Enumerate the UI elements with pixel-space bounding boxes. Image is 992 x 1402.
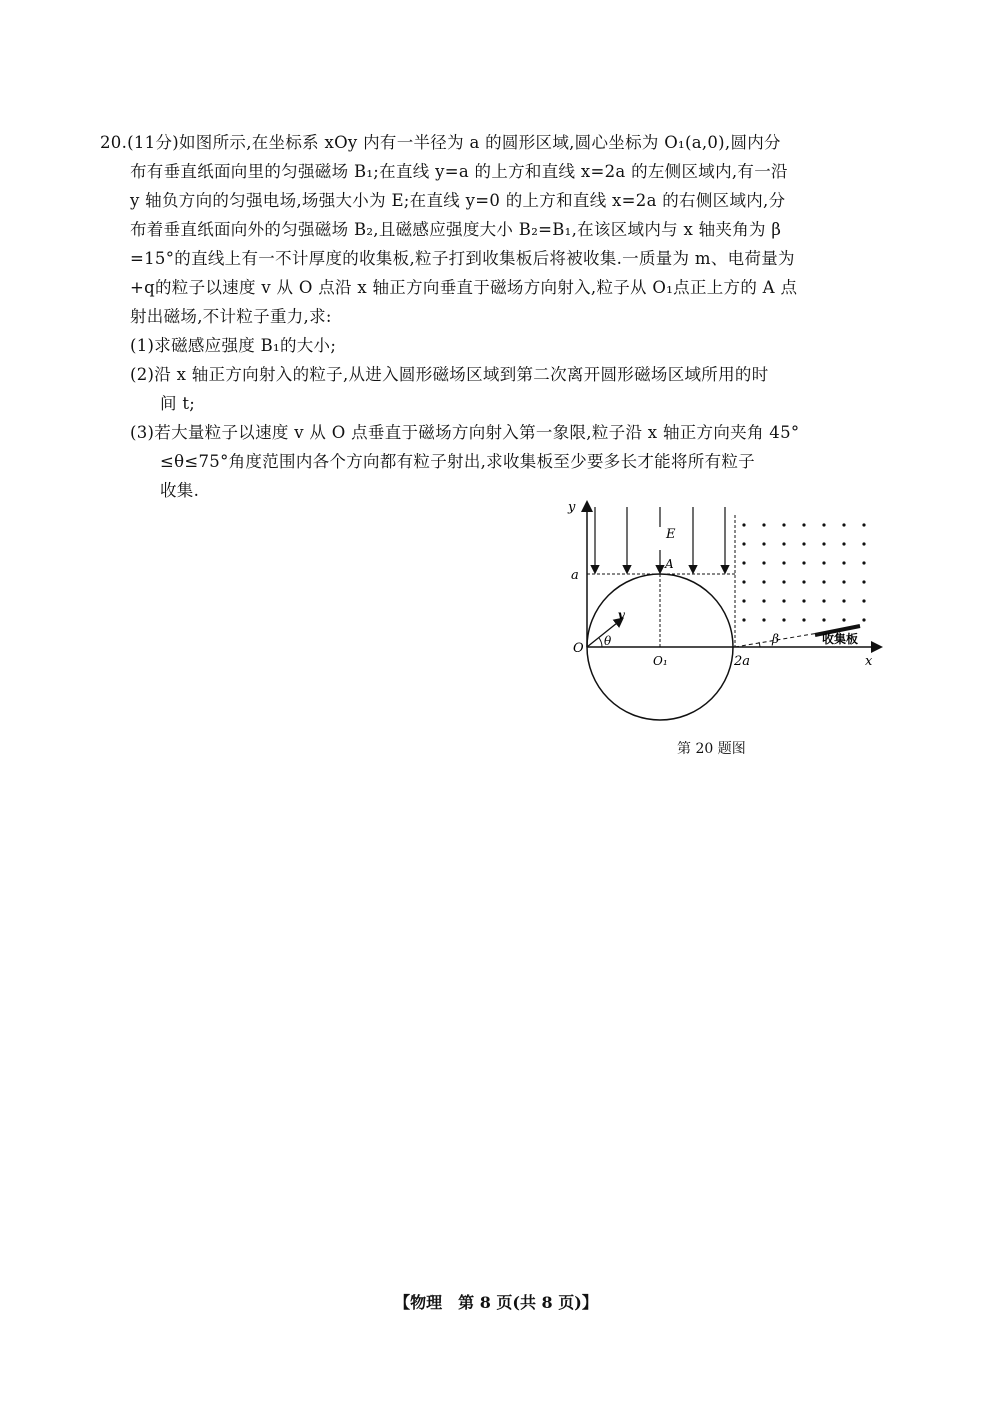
field-dot bbox=[762, 523, 765, 526]
question-20 bbox=[100, 128, 890, 505]
label-a: a bbox=[571, 568, 579, 583]
sub-question-3-cont: ≤θ≤75°角度范围内各个方向都有粒子射出,求收集板至少要多长才能将所有粒子 bbox=[160, 452, 755, 471]
field-dot bbox=[782, 580, 785, 583]
sub-question-3-cont: 收集. bbox=[160, 481, 200, 500]
field-dot bbox=[762, 561, 765, 564]
field-dot bbox=[842, 580, 845, 583]
theta-arc bbox=[599, 638, 602, 647]
electric-field-arrows bbox=[595, 507, 725, 572]
field-dot bbox=[862, 599, 865, 602]
sub-question-2: (2)沿 x 轴正方向射入的粒子,从进入圆形磁场区域到第二次离开圆形磁场区域所用的时 bbox=[130, 365, 769, 384]
field-dot bbox=[822, 599, 825, 602]
field-dot bbox=[862, 561, 865, 564]
sub-question-1: (1)求磁感应强度 B₁的大小; bbox=[130, 336, 337, 355]
question-line: 布着垂直纸面向外的匀强磁场 B₂,且磁感应强度大小 B₂=B₁,在该区域内与 x 轴夹角为 β bbox=[130, 220, 782, 239]
field-dot bbox=[822, 618, 825, 621]
field-dot bbox=[822, 523, 825, 526]
field-dot bbox=[742, 523, 745, 526]
field-dot bbox=[802, 561, 805, 564]
field-diagram bbox=[560, 495, 890, 735]
field-dot bbox=[842, 618, 845, 621]
question-line: 20.(11分)如图所示,在坐标系 xOy 内有一半径为 a 的圆形区域,圆心坐标为 O₁(a,0),圆内分 bbox=[100, 133, 781, 152]
label-theta: θ bbox=[604, 634, 612, 648]
field-dot bbox=[762, 542, 765, 545]
field-dot bbox=[862, 542, 865, 545]
label-e: E bbox=[666, 527, 676, 542]
field-dot bbox=[762, 580, 765, 583]
field-dot bbox=[782, 561, 785, 564]
question-line: +q的粒子以速度 v 从 O 点沿 x 轴正方向垂直于磁场方向射入,粒子从 O₁点正上方的 A 点 bbox=[130, 278, 798, 297]
field-dot bbox=[822, 580, 825, 583]
field-dot bbox=[822, 542, 825, 545]
field-dot bbox=[802, 523, 805, 526]
label-2a: 2a bbox=[734, 654, 751, 669]
field-dot bbox=[762, 618, 765, 621]
field-dot bbox=[842, 523, 845, 526]
label-a-point: A bbox=[665, 557, 674, 571]
field-dot bbox=[842, 599, 845, 602]
label-plate: 收集板 bbox=[822, 632, 859, 646]
label-x: x bbox=[865, 654, 873, 669]
figure-caption: 第 20 题图 bbox=[677, 741, 746, 757]
field-dot bbox=[802, 580, 805, 583]
label-beta: β bbox=[772, 632, 779, 646]
field-dot bbox=[742, 580, 745, 583]
label-center: O₁ bbox=[653, 654, 668, 668]
question-line: 布有垂直纸面向里的匀强磁场 B₁;在直线 y=a 的上方和直线 x=2a 的左侧区域内,有一沿 bbox=[130, 162, 788, 181]
field-dot bbox=[802, 542, 805, 545]
label-origin: O bbox=[573, 641, 584, 656]
question-line: 射出磁场,不计粒子重力,求: bbox=[130, 307, 332, 326]
field-dot bbox=[842, 561, 845, 564]
field-dot bbox=[742, 561, 745, 564]
field-dot bbox=[782, 618, 785, 621]
field-dot bbox=[862, 618, 865, 621]
question-line: y 轴负方向的匀强电场,场强大小为 E;在直线 y=0 的上方和直线 x=2a 的右侧区域内,分 bbox=[130, 191, 786, 210]
question-line: =15°的直线上有一不计厚度的收集板,粒子打到收集板后将被收集.一质量为 m、电荷量为 bbox=[130, 249, 795, 268]
page-footer: 【物理 第 8 页(共 8 页)】 bbox=[394, 1293, 598, 1312]
field-dot bbox=[862, 523, 865, 526]
field-dot bbox=[802, 618, 805, 621]
field-dot bbox=[782, 599, 785, 602]
field-dot bbox=[802, 599, 805, 602]
b2-field-dots bbox=[742, 523, 865, 621]
field-dot bbox=[762, 599, 765, 602]
field-dot bbox=[742, 542, 745, 545]
field-dot bbox=[742, 618, 745, 621]
field-dot bbox=[782, 523, 785, 526]
field-dot bbox=[782, 542, 785, 545]
label-v: v bbox=[618, 608, 625, 622]
field-dot bbox=[862, 580, 865, 583]
field-dot bbox=[822, 561, 825, 564]
field-dot bbox=[842, 542, 845, 545]
sub-question-3: (3)若大量粒子以速度 v 从 O 点垂直于磁场方向射入第一象限,粒子沿 x 轴正方向夹角 45° bbox=[130, 423, 800, 442]
label-y: y bbox=[568, 500, 576, 515]
sub-question-2-cont: 间 t; bbox=[160, 394, 196, 413]
field-dot bbox=[742, 599, 745, 602]
